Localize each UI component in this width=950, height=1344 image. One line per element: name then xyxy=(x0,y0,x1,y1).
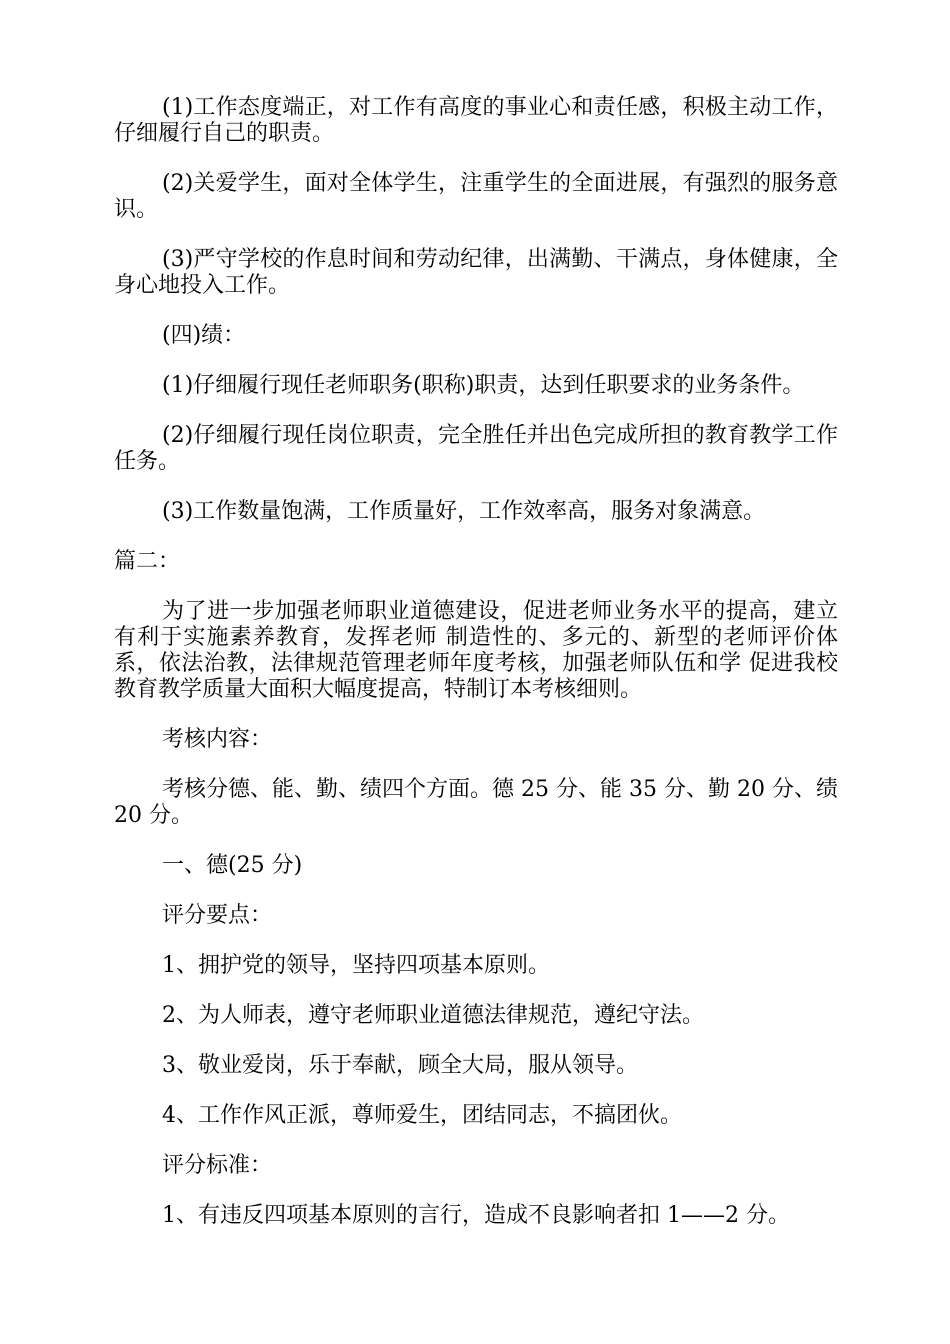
paragraph-care-students: (2)关爱学生，面对全体学生，注重学生的全面进展，有强烈的服务意识。 xyxy=(114,171,838,222)
list-item-point-3: 3、敬业爱岗，乐于奉献，顾全大局，服从领导。 xyxy=(162,1053,638,1078)
heading-scoring-points: 评分要点： xyxy=(162,903,273,928)
heading-scoring-standard: 评分标准： xyxy=(162,1153,273,1178)
heading-assessment-content: 考核内容： xyxy=(162,727,273,752)
paragraph-duty-title: (1)仔细履行现任老师职务(职称)职责，达到任职要求的业务条件。 xyxy=(162,373,805,398)
section-heading-performance: (四)绩： xyxy=(162,323,246,348)
heading-morality: 一、德(25 分) xyxy=(162,853,303,878)
paragraph-duty-post: (2)仔细履行现任岗位职责，完全胜任并出色完成所担的教育教学工作任务。 xyxy=(114,423,838,474)
section-heading-part-two: 篇二： xyxy=(114,549,181,574)
list-item-standard-1: 1、有违反四项基本原则的言行，造成不良影响者扣 1——2 分。 xyxy=(162,1203,790,1228)
paragraph-discipline: (3)严守学校的作息时间和劳动纪律，出满勤、干满点，身体健康，全身心地投入工作。 xyxy=(114,247,838,298)
paragraph-score-breakdown: 考核分德、能、勤、绩四个方面。德 25 分、能 35 分、勤 20 分、绩 20 分。 xyxy=(114,777,838,828)
list-item-point-2: 2、为人师表，遵守老师职业道德法律规范，遵纪守法。 xyxy=(162,1003,704,1028)
paragraph-purpose: 为了进一步加强老师职业道德建设，促进老师业务水平的提高，建立有利于实施素养教育，发挥老师 制造性的、多元的、新型的老师评价体系，依法治教，法律规范管理老师年度考核，加强老师队伍和学 促进我校教育教学质量大面积大幅度提高，特制订本考核细则。 xyxy=(114,599,838,702)
paragraph-work-quantity: (3)工作数量饱满，工作质量好，工作效率高，服务对象满意。 xyxy=(162,499,766,524)
document-body xyxy=(114,95,838,1253)
list-item-point-1: 1、拥护党的领导，坚持四项基本原则。 xyxy=(162,953,550,978)
list-item-point-4: 4、工作作风正派，尊师爱生，团结同志，不搞团伙。 xyxy=(162,1103,682,1128)
paragraph-work-attitude: (1)工作态度端正，对工作有高度的事业心和责任感，积极主动工作，仔细履行自己的职责。 xyxy=(114,95,838,146)
